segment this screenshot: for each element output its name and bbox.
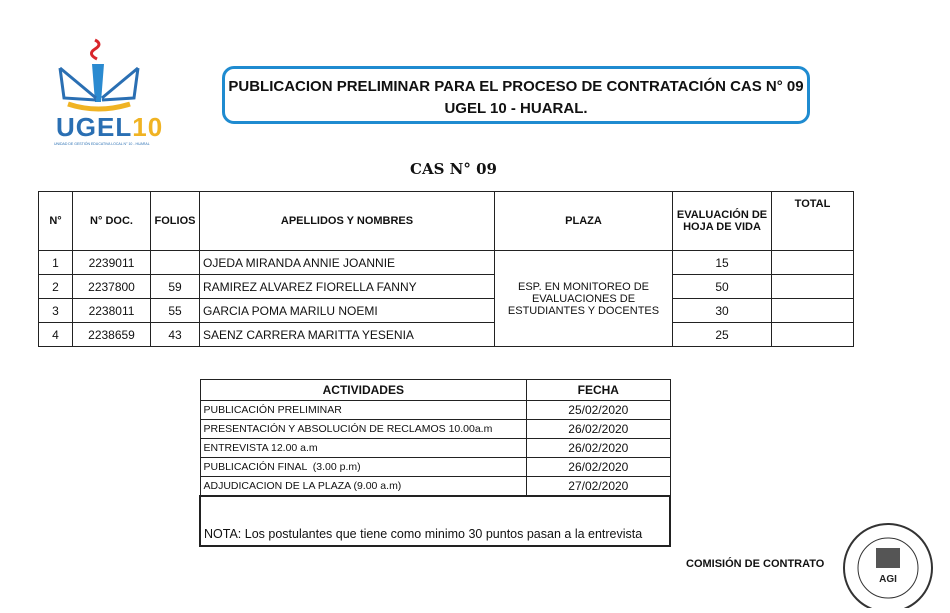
cell-total	[772, 323, 854, 347]
header-activities: ACTIVIDADES	[200, 380, 527, 401]
cell-n: 1	[39, 251, 73, 275]
cell-folios: 43	[151, 323, 200, 347]
cell-n: 2	[39, 275, 73, 299]
cell-total	[772, 275, 854, 299]
cell-folios: 59	[151, 275, 200, 299]
seal-icon	[838, 518, 938, 608]
cell-n: 3	[39, 299, 73, 323]
header-date: FECHA	[527, 380, 670, 401]
cell-total	[772, 299, 854, 323]
title-box	[222, 66, 810, 124]
table-row	[39, 299, 854, 323]
header-folios: FOLIOS	[151, 192, 200, 251]
header-total: TOTAL	[772, 192, 854, 251]
schedule-table	[199, 379, 671, 547]
cell-name: OJEDA MIRANDA ANNIE JOANNIE	[200, 251, 495, 275]
header-eval: EVALUACIÓN DE HOJA DE VIDA	[673, 192, 772, 251]
table-row	[39, 251, 854, 275]
note-row	[200, 496, 670, 546]
title-line-1: PUBLICACION PRELIMINAR PARA EL PROCESO DE CONTRATACIÓN CAS N° 09	[228, 78, 804, 95]
cell-doc: 2238659	[73, 323, 151, 347]
activity: ENTREVISTA 12.00 a.m	[200, 439, 527, 458]
date: 26/02/2020	[527, 420, 670, 439]
logo-number: 10	[132, 112, 164, 142]
cell-folios	[151, 251, 200, 275]
schedule-row	[200, 401, 670, 420]
ugel-logo	[50, 38, 164, 148]
book-torch-icon	[50, 38, 150, 113]
cell-name: RAMIREZ ALVAREZ FIORELLA FANNY	[200, 275, 495, 299]
schedule-row	[200, 439, 670, 458]
signature-label: COMISIÓN DE CONTRATO	[686, 558, 825, 570]
cell-eval: 25	[673, 323, 772, 347]
cell-eval: 30	[673, 299, 772, 323]
official-seal	[838, 518, 938, 602]
logo-subtitle: UNIDAD DE GESTIÓN EDUCATIVA LOCAL N° 10 - HUARAL	[54, 142, 150, 146]
table-row	[39, 275, 854, 299]
schedule-row	[200, 458, 670, 477]
cas-heading: CAS N° 09	[410, 160, 497, 178]
table-row	[39, 323, 854, 347]
header-name: APELLIDOS Y NOMBRES	[200, 192, 495, 251]
date: 26/02/2020	[527, 439, 670, 458]
note: NOTA: Los postulantes que tiene como minimo 30 puntos pasan a la entrevista	[200, 496, 670, 546]
cell-folios: 55	[151, 299, 200, 323]
activity: PRESENTACIÓN Y ABSOLUCIÓN DE RECLAMOS 10.00a.m	[200, 420, 527, 439]
header-plaza: PLAZA	[495, 192, 673, 251]
cell-name: GARCIA POMA MARILU NOEMI	[200, 299, 495, 323]
header-doc: N° DOC.	[73, 192, 151, 251]
logo-word: UGEL	[56, 112, 133, 142]
cell-doc: 2237800	[73, 275, 151, 299]
date: 27/02/2020	[527, 477, 670, 497]
cell-plaza: ESP. EN MONITOREO DE EVALUACIONES DE ESTUDIANTES Y DOCENTES	[495, 251, 673, 347]
schedule-row	[200, 420, 670, 439]
header-n: N°	[39, 192, 73, 251]
date: 25/02/2020	[527, 401, 670, 420]
cell-eval: 50	[673, 275, 772, 299]
title-line-2: UGEL 10 - HUARAL.	[444, 100, 588, 117]
activity: PUBLICACIÓN PRELIMINAR	[200, 401, 527, 420]
date: 26/02/2020	[527, 458, 670, 477]
table-header-row	[39, 192, 854, 251]
schedule-row	[200, 477, 670, 497]
applicants-table	[38, 191, 854, 347]
cell-doc: 2239011	[73, 251, 151, 275]
cell-doc: 2238011	[73, 299, 151, 323]
cell-n: 4	[39, 323, 73, 347]
cell-name: SAENZ CARRERA MARITTA YESENIA	[200, 323, 495, 347]
schedule-header-row	[200, 380, 670, 401]
svg-text:AGI: AGI	[879, 574, 897, 585]
cell-total	[772, 251, 854, 275]
activity: PUBLICACIÓN FINAL (3.00 p.m)	[200, 458, 527, 477]
cell-eval: 15	[673, 251, 772, 275]
activity: ADJUDICACION DE LA PLAZA (9.00 a.m)	[200, 477, 527, 497]
